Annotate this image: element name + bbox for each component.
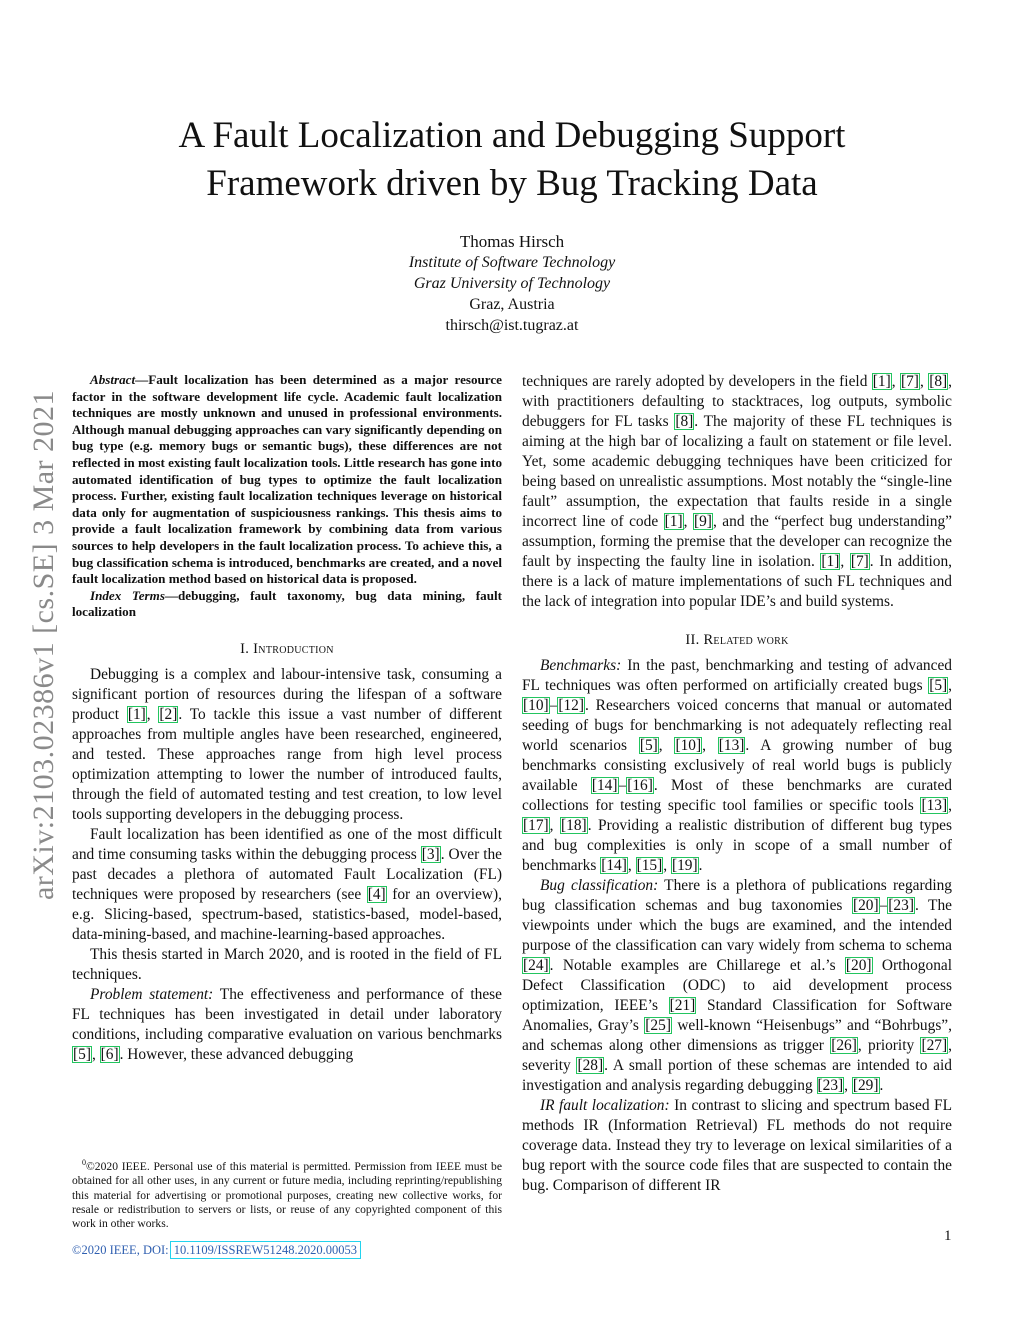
citation-link[interactable]: [20] xyxy=(845,957,872,974)
citation-link[interactable]: [20] xyxy=(852,897,879,914)
author-university: Graz University of Technology xyxy=(413,275,611,292)
index-terms-lead: Index Terms xyxy=(90,587,165,603)
doi-line xyxy=(72,1243,359,1258)
citation-link[interactable]: [10] xyxy=(675,737,702,754)
citation-link[interactable]: [5] xyxy=(639,737,658,754)
problem-statement-lead: Problem statement: xyxy=(90,985,214,1003)
author-location: Graz, Austria xyxy=(469,296,555,313)
citation-link[interactable]: [14] xyxy=(601,857,627,874)
benchmarks-paragraph: Benchmarks: In the past, benchmarking and testing of advanced FL techniques was often performed on artificially created bugs [5], [10]–[12]. Researchers voiced concerns that manual or automated seeding of bugs for benchmarking is not adequately reflecting real world scenarios [5], [10], [13]. A growing number of bug benchmarks consisting exclusively of real world bugs is publicly available [14]–[16]. Most of these benchmarks are curated collections for testing specific tool families or specific tools [13], [17], [18]. Providing a realistic distribution of different bug types and bug complexities is only in scope of a small number of benchmarks [14], [15], [19]. xyxy=(522,657,953,874)
intro-continued-paragraph: techniques are rarely adopted by developers in the field [1], [7], [8], with practitioners defaulting to stacktraces, log outputs, symbolic debuggers for FL tasks [8]. The majority of these FL techniques is aiming at the high bar of localizing a fault on statement or file level. Yet, some academic debugging techniques have been criticized for being based on unrealistic assumptions. Most notably the “single-line fault” assumption, the expectation that faults reside in a single incorrect line of code [1], [9], and the “perfect bug understanding” assumption, forming the premise that the developer can recognize the fault by inspecting the faulty line in isolation. [1], [7]. In addition, there is a lack of mature implementations of such FL techniques and the lack of integration into popular IDE’s and build systems. xyxy=(522,373,952,610)
citation-link[interactable]: [3] xyxy=(421,845,440,863)
benchmarks-lead: Benchmarks: xyxy=(540,657,622,674)
section-2-number: II. xyxy=(685,632,700,648)
right-column xyxy=(522,372,952,1196)
problem-statement-paragraph: Problem statement: The effectiveness and performance of these FL techniques has been investigated in detail under laboratory conditions, including comparative evaluation on various benchmarks [5], [6]. However, these advanced debugging xyxy=(72,985,502,1063)
citation-link[interactable]: [29] xyxy=(852,1077,879,1094)
intro-paragraph-2: Fault localization has been identified as one of the most difficult and time consuming tasks within the debugging process [3]. Over the past decades a plethora of automated Fault Localization (FL) techniques were proposed by researchers (see [4] for an overview), e.g. Slicing-based, spectrum-based, statistics-based, model-based, data-mining-based, and machine-learning-based approaches. xyxy=(72,825,502,943)
citation-link[interactable]: [28] xyxy=(577,1057,604,1074)
section-2-title: Related work xyxy=(703,632,789,648)
abstract-lead: Abstract xyxy=(90,372,136,387)
citation-link[interactable]: [1] xyxy=(127,705,146,723)
section-1-number: I. xyxy=(240,640,250,657)
doi-link[interactable]: 10.1109/ISSREW51248.2020.00053 xyxy=(173,1243,357,1257)
citation-link[interactable]: [24] xyxy=(523,957,549,974)
index-terms-text: —debugging, fault taxonomy, bug data mining, fault localization xyxy=(72,587,502,620)
citation-link[interactable]: [8] xyxy=(929,373,948,390)
citation-link[interactable]: [27] xyxy=(921,1037,948,1054)
index-terms xyxy=(72,588,502,621)
citation-link[interactable]: [21] xyxy=(669,997,696,1014)
citation-link[interactable]: [5] xyxy=(929,677,948,694)
citation-link[interactable]: [25] xyxy=(645,1017,671,1034)
author-block xyxy=(0,231,1024,336)
citation-link[interactable]: [7] xyxy=(900,373,919,390)
citation-link[interactable]: [10] xyxy=(523,697,549,714)
title-line-1: A Fault Localization and Debugging Support xyxy=(178,115,846,156)
citation-link[interactable]: [12] xyxy=(558,697,585,714)
abstract xyxy=(72,372,502,588)
citation-link[interactable]: [17] xyxy=(523,817,549,834)
author-name: Thomas Hirsch xyxy=(459,232,565,251)
doi-prefix: ©2020 IEEE, DOI: xyxy=(72,1243,172,1257)
paper-title xyxy=(0,112,1024,208)
bug-classification-lead: Bug classification: xyxy=(540,877,659,894)
citation-link[interactable]: [8] xyxy=(675,413,694,430)
citation-link[interactable]: [9] xyxy=(693,513,712,530)
intro-paragraph-3: This thesis started in March 2020, and is rooted in the field of FL techniques. xyxy=(72,945,502,983)
citation-link[interactable]: [13] xyxy=(921,797,948,814)
citation-link[interactable]: [18] xyxy=(561,817,587,834)
section-heading-related-work xyxy=(522,630,952,650)
author-institute: Institute of Software Technology xyxy=(408,254,616,271)
footnote-text: ©2020 IEEE. Personal use of this material is permitted. Permission from IEEE must be obtained for all other uses, in any current or future media, including reprinting/republishing this material for advertising or promotional purposes, creating new collective works, for resale or redistribution to servers or lists, or reuse of any copyrighted component of this work in other works. xyxy=(72,1159,502,1231)
citation-link[interactable]: [15] xyxy=(636,857,663,874)
section-1-title: Introduction xyxy=(253,640,334,657)
section-heading-introduction xyxy=(72,639,502,659)
ir-fault-localization-lead: IR fault localization: xyxy=(540,1097,670,1114)
citation-link[interactable]: [26] xyxy=(831,1037,857,1054)
page-number: 1 xyxy=(944,1228,952,1244)
citation-link[interactable]: [19] xyxy=(671,857,698,874)
citation-link[interactable]: [1] xyxy=(664,513,683,530)
bug-classification-paragraph: Bug classification: There is a plethora of publications regarding bug classification schemas and bug taxonomies [20]–[23]. The viewpoints under which the bugs are examined, and the intended purpose of the classification can vary widely from schema to schema [24]. Notable examples are Chillarege et al.’s [20] Orthogonal Defect Classification (ODC) to aid development process optimization, IEEE’s [21] Standard Classification for Software Anomalies, Gray’s [25] well-known “Heisenbugs” and “Bohrbugs”, and schemas along other dimensions as trigger [26], priority [27], severity [28]. A small portion of these schemas are intended to aid investigation and analysis regarding debugging [23], [29]. xyxy=(522,877,952,1094)
citation-link[interactable]: [5] xyxy=(73,1045,91,1063)
citation-link[interactable]: [1] xyxy=(821,553,840,570)
intro-paragraph-1: Debugging is a complex and labour-intensive task, consuming a significant portion of resources during the lifespan of a software product [1], [2]. To tackle this issue a vast number of different approaches from multiple angles have been researched, engineered, and tested. These approaches range from high level process optimization attempting to lower the number of introduced faults, through the field of automated testing and test creation, to low level tools supporting developers in the debugging process. xyxy=(72,665,502,823)
footnote-mark: 0 xyxy=(82,1158,86,1167)
citation-link[interactable]: [14] xyxy=(591,777,618,794)
citation-link[interactable]: [6] xyxy=(100,1045,119,1063)
citation-link[interactable]: [4] xyxy=(367,885,386,903)
citation-link[interactable]: [1] xyxy=(872,373,891,390)
left-column xyxy=(72,372,502,1065)
citation-link[interactable]: [13] xyxy=(718,737,745,754)
author-email: thirsch@ist.tugraz.at xyxy=(445,317,579,334)
citation-link[interactable]: [2] xyxy=(159,705,178,723)
title-line-2: Framework driven by Bug Tracking Data xyxy=(206,163,818,204)
citation-link[interactable]: [23] xyxy=(817,1077,844,1094)
ir-fault-localization-paragraph: IR fault localization: In contrast to slicing and spectrum based FL methods IR (Information Retrieval) FL methods do not require coverage data. Instead they try to leverage on lexical similarities of a bug report with the source code files that are suspected to contain the bug. Comparison of different IR xyxy=(522,1097,952,1194)
citation-link[interactable]: [23] xyxy=(888,897,914,914)
citation-link[interactable]: [7] xyxy=(850,553,869,570)
citation-link[interactable]: [16] xyxy=(627,777,653,794)
arxiv-stamp: arXiv:2103.02386v1 [cs.SE] 3 Mar 2021 xyxy=(27,389,60,901)
copyright-footnote xyxy=(72,1156,502,1232)
abstract-text: —Fault localization has been determined as a major resource factor in the software development life cycle. Academic fault localization techniques are mostly unknown and unused in professional environments. Although manual debugging approaches can vary significantly depending on bug type (e.g. memory bugs or semantic bugs), these differences are not reflected in most existing fault localization tools. Little research has gone into automated identification of bug types to optimize the fault localization process. Further, existing fault localization techniques leverage on historical data only for augmentation of suspiciousness rankings. This thesis aims to provide a fault localization framework by combining data from various sources to help developers in the fault localization process. To achieve this, a bug classification schema is introduced, benchmarks are created, and a novel fault localization method based on historical data is proposed. xyxy=(72,372,502,587)
